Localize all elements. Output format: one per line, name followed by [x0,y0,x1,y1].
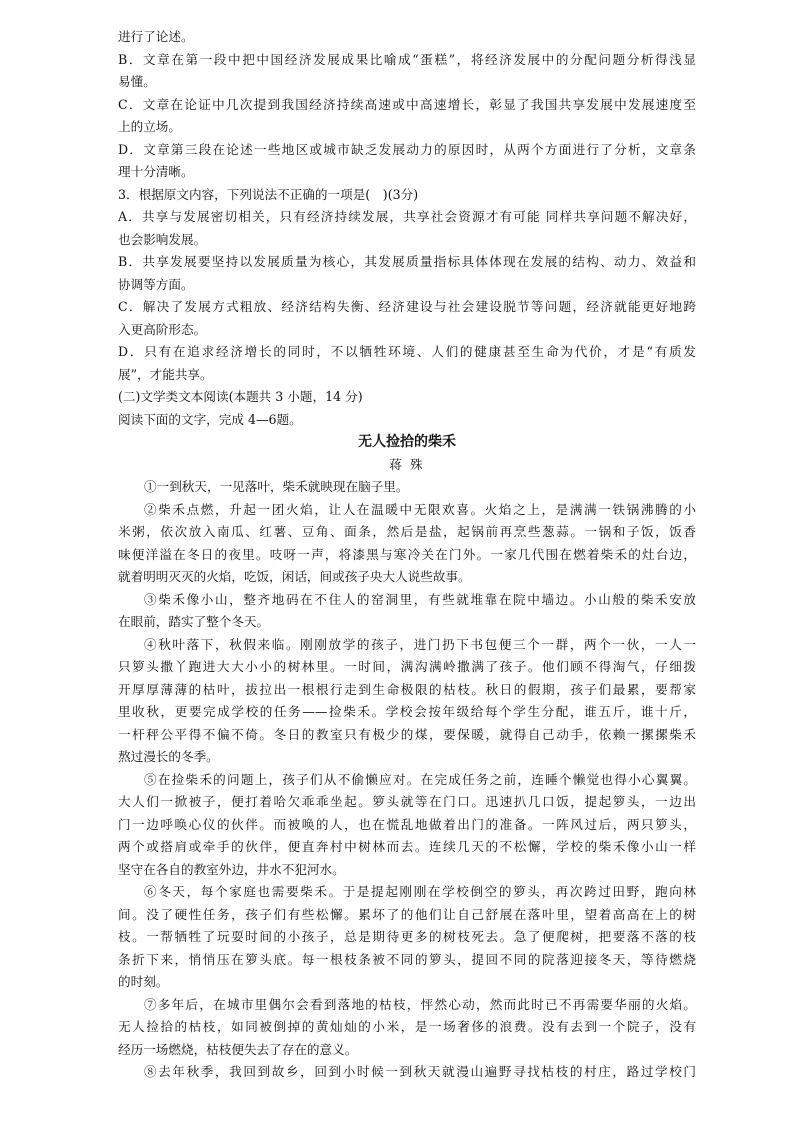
paragraph-6-line-5: 的时刻。 [118,974,169,989]
page-content [118,26,696,1084]
paragraph-6-line-4: 条折下来，悄悄压在箩头底。每一根枝条被不同的箩头，提回不同的院落迎接冬天，等待燃烧 [118,951,696,967]
paragraph-2-line-2: 米粥，依次放入南瓜、红薯、豆角、面条，然后是盐，起锅前再烹些葱蒜。一锅和子饭，饭香 [118,524,696,539]
paragraph-2-line-3: 味便洋溢在冬日的夜里。吱呀一声，将漆黑与寒冷关在门外。一家几代围在燃着柴禾的灶台边， [118,546,696,562]
paragraph-7-line-3: 经历一场燃烧，枯枝便失去了存在的意义。 [118,1041,358,1057]
paragraph-4-line-1: ④秋叶落下，秋假来临。刚刚放学的孩子，进门扔下书包便三个一群，两个一伙，一人一 [144,636,696,652]
story-title: 无人捡拾的柴禾 [358,434,456,450]
reading-instruction: 阅读下面的文字，完成 4—6题。 [118,411,302,427]
paragraph-1-line-1: ①一到秋天，一见落叶，柴禾就映现在脑子里。 [144,479,409,494]
paragraph-4-line-2: 只箩头撒丫跑进大大小小的树林里。一时间，满沟满岭撒满了孩子。他们顾不得淘气，仔细拨 [118,659,696,674]
section-heading: (二)文学类文本阅读(本题共 3 小题，14 分) [118,389,363,404]
story-author: 蒋 殊 [389,456,425,472]
q2-option-c-line-1: C．文章在论证中几次提到我国经济持续高速或中高速增长，彰显了我国共享发展中发展速度至 [118,96,696,112]
q3-stem: 3．根据原文内容，下列说法不正确的一项是( )(3分) [118,186,419,202]
paragraph-6-line-2: 间。没了硬性任务，孩子们有些松懈。累坏了的他们让自己舒展在落叶里，望着高高在上的树 [118,906,696,922]
q3-option-d-line-1: D．只有在追求经济增长的同时，不以牺牲环境、人们的健康甚至生命为代价，才是“有质发 [118,344,696,359]
q2-option-d-line-2: 理十分清晰。 [118,164,194,179]
q3-option-c-line-2: 入更高阶形态。 [118,321,207,337]
paragraph-3-line-2: 在眼前，踏实了整个冬天。 [118,614,270,629]
paragraph-6-line-3: 枝。一帮牺牲了玩耍时间的小孩子，总是期待更多的树枝死去。急了便爬树，把要落不落的枝 [118,929,696,944]
paragraph-5-line-3: 门一边呼唤心仪的伙伴。而被唤的人，也在慌乱地做着出门的准备。一阵风过后，两只箩头， [118,816,696,832]
paragraph-5-line-2: 大人们一掀被子，便打着哈欠乖乖坐起。箩头就等在门口。迅速扒几口饭，提起箩头，一边出 [118,794,696,809]
q3-option-a-line-1: A．共享与发展密切相关，只有经济持续发展，共享社会资源才有可能 同样共享问题不解决好， [118,209,696,224]
q2-option-b-line-2: 易懂。 [118,74,156,89]
paragraph-4-line-6: 熬过漫长的冬季。 [118,749,219,764]
paragraph-6-line-1: ⑥冬天，每个家庭也需要柴禾。于是提起刚刚在学校倒空的箩头，再次跨过田野，跑向林 [144,884,696,899]
paragraph-5-line-1: ⑤在捡柴禾的问题上，孩子们从不偷懒应对。在完成任务之前，连睡个懒觉也得小心翼翼。 [144,771,696,787]
paragraph-3-line-1: ③柴禾像小山，整齐地码在不住人的窑洞里，有些就堆靠在院中墙边。小山般的柴禾安放 [144,591,696,607]
q3-option-d-line-2: 展”，才能共享。 [118,366,213,382]
paragraph-7-line-2: 无人捡拾的枯枝，如同被倒掉的黄灿灿的小米，是一场奢侈的浪费。没有去到一个院子，没有 [118,1019,696,1034]
paragraph-4-line-5: 一杆秤公平得不偏不倚。冬日的教室只有极少的煤，要保暖，就得自己动手，依赖一摞摞柴禾 [118,726,696,742]
paragraph-2-line-4: 就着明明灭灭的火焰，吃饭，闲话，间或孩子央大人说些故事。 [118,569,471,584]
q3-option-c-line-1: C．解决了发展方式粗放、经济结构失衡、经济建设与社会建设脱节等问题，经济就能更好地跨 [118,299,696,314]
paragraph-8-line-1: ⑧去年秋季，我回到故乡，回到小时候一到秋天就漫山遍野寻找枯枝的村庄，路过学校门 [144,1064,696,1079]
paragraph-7-line-1: ⑦多年后，在城市里偶尔会看到落地的枯枝，怦然心动，然而此时已不再需要华丽的火焰。 [144,996,696,1012]
q3-option-b-line-2: 协调等方面。 [118,276,194,292]
paragraph-5-line-4: 两个或搭肩或牵手的伙伴，便直奔村中树林而去。连续几天的不松懈，学校的柴禾像小山一样 [118,839,696,854]
q2-option-b-line-1: B．文章在第一段中把中国经济发展成果比喻成“蛋糕”，将经济发展中的分配问题分析得浅显 [118,51,696,67]
q2-option-a-tail: 进行了论述。 [118,29,194,44]
q2-option-c-line-2: 上的立场。 [118,119,181,134]
q2-option-d-line-1: D．文章第三段在论述一些地区或城市缺乏发展动力的原因时，从两个方面进行了分析，文章条 [118,141,696,157]
paragraph-4-line-4: 里收秋，更要完成学校的任务——捡柴禾。学校会按年级给每个学生分配，谁五斤，谁十斤， [118,704,696,719]
paragraph-2-line-1: ②柴禾点燃，升起一团火焰，让人在温暖中无限欢喜。火焰之上，是满满一铁锅沸腾的小 [144,501,696,517]
paragraph-4-line-3: 开厚厚薄薄的枯叶，拔拉出一根根行走到生命极限的枯枝。秋日的假期，孩子们最累，要帮家 [118,681,696,697]
paragraph-5-line-5: 坚守在各自的教室外边，井水不犯河水。 [118,861,345,877]
q3-option-b-line-1: B．共享发展要坚持以发展质量为核心，其发展质量指标具体体现在发展的结构、动力、效益和 [118,254,696,269]
q3-option-a-line-2: 也会影响发展。 [118,231,207,247]
